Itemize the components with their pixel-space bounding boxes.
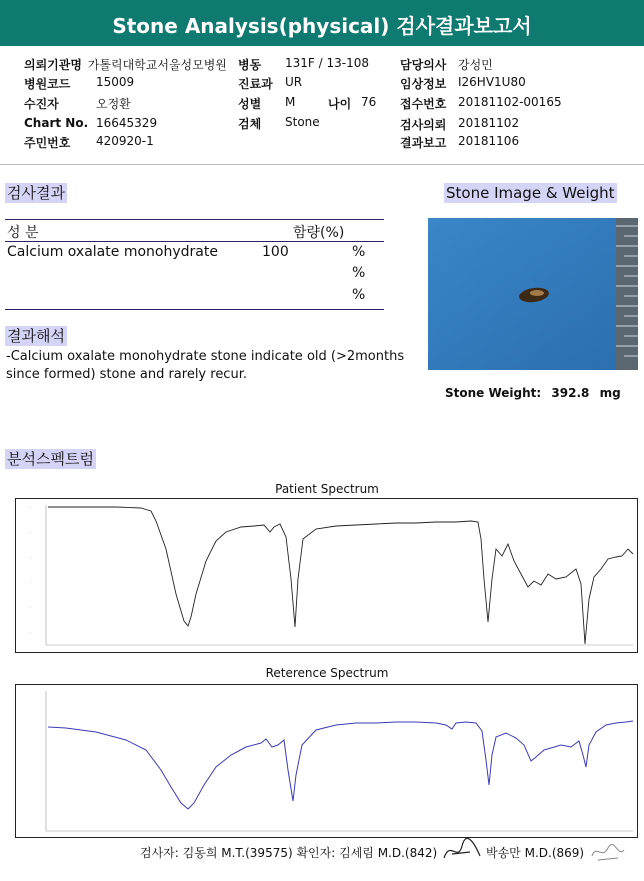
label: 결과보고 — [400, 136, 447, 150]
info-receipt-no — [400, 95, 446, 112]
stone-section-title: Stone Image & Weight — [446, 184, 615, 202]
info-chart-no — [24, 116, 88, 130]
label: Chart No. — [24, 116, 89, 130]
label: 진료과 — [238, 77, 273, 91]
info-hospital-code-value: 15009 — [96, 75, 135, 89]
header-divider — [0, 164, 644, 165]
results-col-component: 성 분 — [7, 225, 39, 241]
patient-spectrum-line — [48, 507, 633, 644]
label: 접수번호 — [400, 97, 447, 111]
footer-signatories: 검사자: 김동희 M.T.(39575) 확인자: 김세림 M.D.(842) — [140, 846, 438, 860]
patient-spectrum-plot — [15, 498, 638, 653]
patient-spectrum-title: Patient Spectrum — [275, 482, 379, 496]
info-hospital-code — [24, 75, 70, 92]
info-age — [328, 95, 351, 112]
svg-text:·: · — [30, 505, 32, 510]
info-referring-institution — [24, 56, 227, 73]
info-clinical — [400, 75, 446, 92]
info-ward-value: 131F / 13-108 — [285, 56, 369, 70]
info-sex-value: M — [285, 95, 296, 109]
svg-text:·: · — [30, 580, 32, 585]
results-bottom-rule — [5, 309, 384, 310]
results-top-rule — [5, 219, 384, 220]
stone-weight — [445, 386, 621, 400]
info-age-value: 76 — [361, 95, 377, 109]
svg-text:·: · — [30, 605, 32, 610]
svg-text:·: · — [30, 555, 32, 560]
stone-weight-label: Stone Weight: — [445, 386, 542, 400]
results-col-content: 함량(%) — [293, 225, 345, 241]
reference-spectrum-title: Reterence Spectrum — [265, 666, 389, 680]
info-request-date-value: 20181102 — [458, 116, 520, 130]
spectrum-section-title: 분석스펙트럼 — [7, 450, 94, 468]
interpretation-line-1: -Calcium oxalate monohydrate stone indicate old (>2months — [6, 349, 405, 364]
info-dept — [238, 75, 273, 92]
svg-text:·: · — [30, 630, 32, 635]
interpretation-section-title: 결과해석 — [7, 327, 65, 345]
stone-weight-unit: mg — [599, 386, 621, 400]
info-clinical-value: I26HV1U80 — [458, 75, 526, 89]
info-specimen — [238, 115, 261, 132]
info-report-date — [400, 134, 446, 151]
reference-spectrum-plot — [15, 684, 638, 838]
stone-weight-value: 392.8 — [551, 386, 590, 400]
reference-spectrum-line — [48, 721, 633, 809]
result-component: Calcium oxalate monohydrate — [7, 244, 218, 260]
page-title: Stone Analysis(physical) 검사결과보고서 — [112, 14, 532, 38]
info-chart-no-value: 16645329 — [96, 116, 158, 130]
info-sex — [238, 95, 261, 112]
label: 주민번호 — [24, 136, 71, 150]
info-report-date-value: 20181106 — [458, 134, 520, 148]
info-resident-no-value: 420920-1 — [96, 134, 154, 148]
label: 나이 — [328, 97, 352, 111]
value: 가톨릭대학교서울성모병원 — [87, 58, 227, 72]
info-patient — [24, 95, 59, 112]
footer-signatory-2: 박송만 M.D.(869) — [486, 846, 585, 860]
label: 수진자 — [24, 97, 59, 111]
result-unit: % — [352, 244, 366, 260]
label: 병원코드 — [24, 77, 71, 91]
info-specimen-value: Stone — [285, 115, 320, 129]
info-ward — [238, 56, 261, 73]
result-unit: % — [352, 287, 366, 303]
info-resident-no — [24, 134, 70, 151]
interpretation-line-2: since formed) stone and rarely recur. — [6, 367, 247, 382]
result-unit: % — [352, 265, 366, 281]
label: 성별 — [238, 97, 262, 111]
label: 임상정보 — [400, 77, 447, 91]
results-header-rule — [5, 241, 384, 242]
label: 병동 — [238, 58, 262, 72]
info-dept-value: UR — [285, 75, 303, 89]
info-physician-value: 강성민 — [458, 58, 493, 72]
info-receipt-no-value: 20181102-00165 — [458, 95, 562, 109]
label: 검사의뢰 — [400, 118, 447, 132]
results-section-title: 검사결과 — [7, 184, 65, 202]
signature-1 — [440, 836, 484, 870]
svg-text:·: · — [30, 530, 32, 535]
label: 담당의사 — [400, 58, 447, 72]
label: 검체 — [238, 117, 262, 131]
info-patient-value: 오정환 — [96, 97, 131, 111]
info-physician — [400, 56, 446, 73]
stone-photo — [428, 218, 638, 370]
info-request-date — [400, 116, 446, 133]
result-amount: 100 — [262, 244, 289, 260]
label: 의뢰기관명 — [24, 58, 82, 72]
signature-2 — [588, 838, 628, 870]
